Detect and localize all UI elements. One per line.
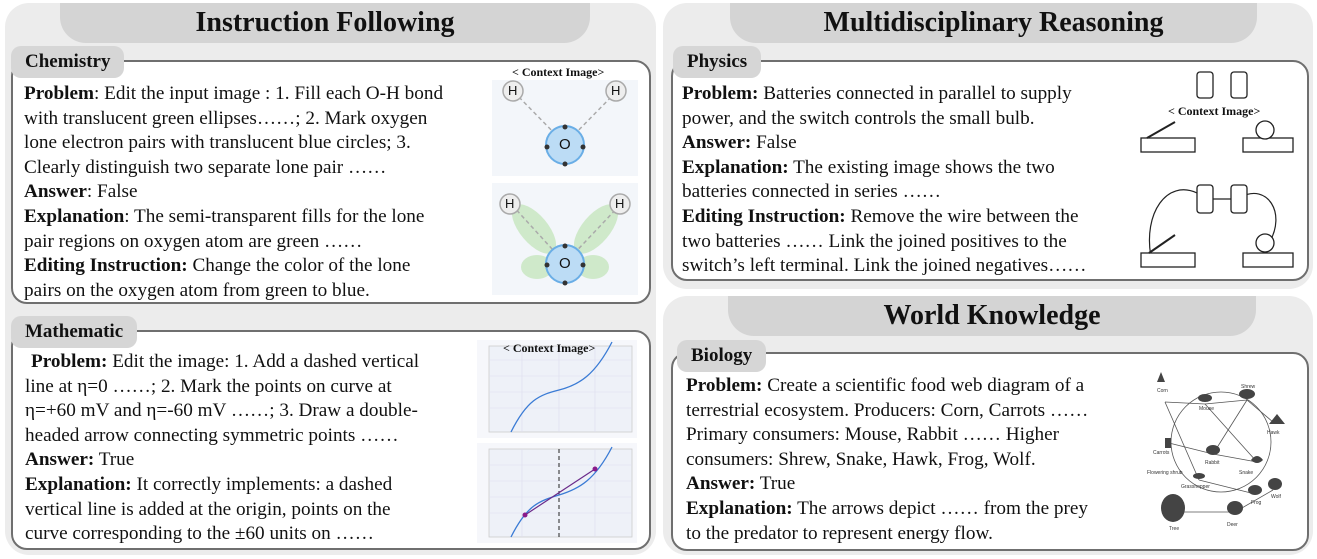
food-web-label: Tree: [1169, 526, 1180, 532]
chemistry-label: Chemistry: [11, 46, 124, 78]
food-web-label: Shrew: [1241, 384, 1256, 390]
problem-line: η=+60 mV and η=-60 mV ……; 3. Draw a double-: [25, 400, 418, 422]
food-web-label: Flowering shrub: [1147, 470, 1183, 476]
problem-line: lone electron pairs with translucent blue circles; 3.: [24, 132, 411, 154]
mathematic-label: Mathematic: [11, 316, 137, 348]
problem-line: [686, 374, 1088, 399]
editing-key: Editing Instruction:: [24, 255, 188, 277]
food-web-label: Deer: [1227, 522, 1238, 528]
explanation-key: Explanation: [24, 205, 125, 227]
explanation-key: Explanation:: [25, 473, 132, 495]
explanation-line: curve corresponding to the ±60 units on ……: [25, 523, 374, 545]
o-atom-label: O: [559, 255, 571, 272]
physics-label: Physics: [673, 46, 761, 78]
explanation-line: pair regions on oxygen atom are green ……: [24, 230, 363, 252]
editing-line: pairs on the oxygen atom from green to blue.: [24, 279, 370, 301]
food-web-image: [1143, 362, 1297, 540]
h-atom-label: H: [615, 196, 625, 211]
h-atom-label: H: [505, 196, 515, 211]
answer-line: [24, 180, 443, 205]
editing-text: Change the color of the lone: [187, 255, 411, 277]
h-atom-label: H: [611, 83, 621, 98]
food-web-label: Hawk: [1267, 430, 1280, 436]
answer-key: Answer:: [686, 473, 756, 495]
editing-line: [24, 254, 443, 279]
editing-line: [682, 205, 1086, 230]
editing-line: two batteries …… Link the joined positives to the: [682, 230, 1067, 252]
instruction-following-title: Instruction Following: [60, 3, 590, 43]
answer-line: [25, 448, 419, 473]
problem-line: with translucent green ellipses……; 2. Mark oxygen: [24, 107, 428, 129]
o-atom-label: O: [559, 136, 571, 153]
explanation-text: It correctly implements: a dashed: [131, 473, 393, 495]
problem-key: Problem: [24, 83, 94, 104]
editing-text: Remove the wire between the: [845, 205, 1079, 227]
physics-context-label: < Context Image>: [1168, 104, 1261, 118]
food-web-label: Wolf: [1271, 494, 1281, 500]
chemistry-edited-image: [492, 183, 638, 295]
problem-key: Problem:: [686, 375, 763, 396]
chemistry-text: [24, 82, 443, 303]
math-edited-image: [477, 443, 637, 543]
problem-text: Create a scientific food web diagram of a: [762, 375, 1085, 396]
problem-line: power, and the switch controls the small bulb.: [682, 107, 1035, 129]
explanation-text: The existing image shows the two: [788, 156, 1055, 178]
answer-value: False: [751, 132, 797, 154]
explanation-line: to the predator to represent energy flow.: [686, 522, 993, 544]
food-web-label: Mouse: [1199, 406, 1215, 412]
problem-key: Problem:: [682, 83, 759, 104]
chemistry-context-label: < Context Image>: [512, 65, 605, 79]
explanation-line: vertical line is added at the origin, points on the: [25, 498, 391, 520]
answer-key: Answer:: [25, 449, 95, 471]
food-web-label: Corn: [1157, 388, 1168, 394]
editing-key: Editing Instruction:: [682, 205, 846, 227]
physics-edited-image: [1137, 173, 1297, 273]
answer-value: : False: [86, 181, 138, 203]
problem-line: [24, 82, 443, 107]
h-atom-label: H: [508, 83, 518, 98]
problem-line: [682, 82, 1086, 107]
answer-line: [686, 472, 1088, 497]
explanation-line: [24, 205, 443, 230]
problem-line: Primary consumers: Mouse, Rabbit …… Higher: [686, 424, 1060, 446]
world-knowledge-title: World Knowledge: [728, 296, 1256, 336]
explanation-key: Explanation:: [686, 497, 793, 519]
physics-text: [682, 82, 1086, 279]
explanation-key: Explanation:: [682, 156, 789, 178]
food-web-label: Snake: [1239, 470, 1254, 476]
food-web-label: Grasshopper: [1181, 484, 1210, 490]
problem-line: terrestrial ecosystem. Producers: Corn, Carrots ……: [686, 399, 1089, 421]
editing-line: switch’s left terminal. Link the joined negatives……: [682, 255, 1087, 277]
math-context-label: < Context Image>: [503, 341, 596, 355]
biology-label: Biology: [677, 340, 766, 372]
explanation-line: [682, 156, 1086, 181]
problem-text: Batteries connected in parallel to supply: [758, 83, 1072, 104]
problem-line: line at η=0 ……; 2. Mark the points on curve at: [25, 375, 392, 397]
problem-text: Edit the image: 1. Add a dashed vertical: [107, 351, 420, 372]
answer-value: True: [94, 449, 135, 471]
biology-text: [686, 374, 1088, 546]
answer-line: [682, 131, 1086, 156]
food-web-label: Carrots: [1153, 450, 1170, 456]
answer-key: Answer: [24, 181, 87, 203]
multidisciplinary-title: Multidisciplinary Reasoning: [730, 3, 1257, 43]
problem-line: [31, 350, 419, 375]
explanation-text: : The semi-transparent fills for the lone: [124, 205, 425, 227]
problem-key: Problem:: [31, 351, 108, 372]
explanation-line: batteries connected in series ……: [682, 181, 941, 203]
answer-key: Answer:: [682, 132, 752, 154]
food-web-label: Rabbit: [1205, 460, 1220, 466]
problem-line: Clearly distinguish two separate lone pair ……: [24, 156, 387, 178]
explanation-line: [25, 473, 419, 498]
problem-text: : Edit the input image : 1. Fill each O-H bond: [94, 83, 444, 104]
mathematic-text: [25, 350, 420, 547]
problem-line: consumers: Shrew, Snake, Hawk, Frog, Wolf.: [686, 448, 1036, 470]
problem-line: headed arrow connecting symmetric points ……: [25, 424, 399, 446]
explanation-line: [686, 497, 1088, 522]
explanation-text: The arrows depict …… from the prey: [792, 497, 1089, 519]
answer-value: True: [755, 473, 796, 495]
food-web-label: Frog: [1251, 500, 1262, 506]
chemistry-context-image: [492, 80, 638, 176]
